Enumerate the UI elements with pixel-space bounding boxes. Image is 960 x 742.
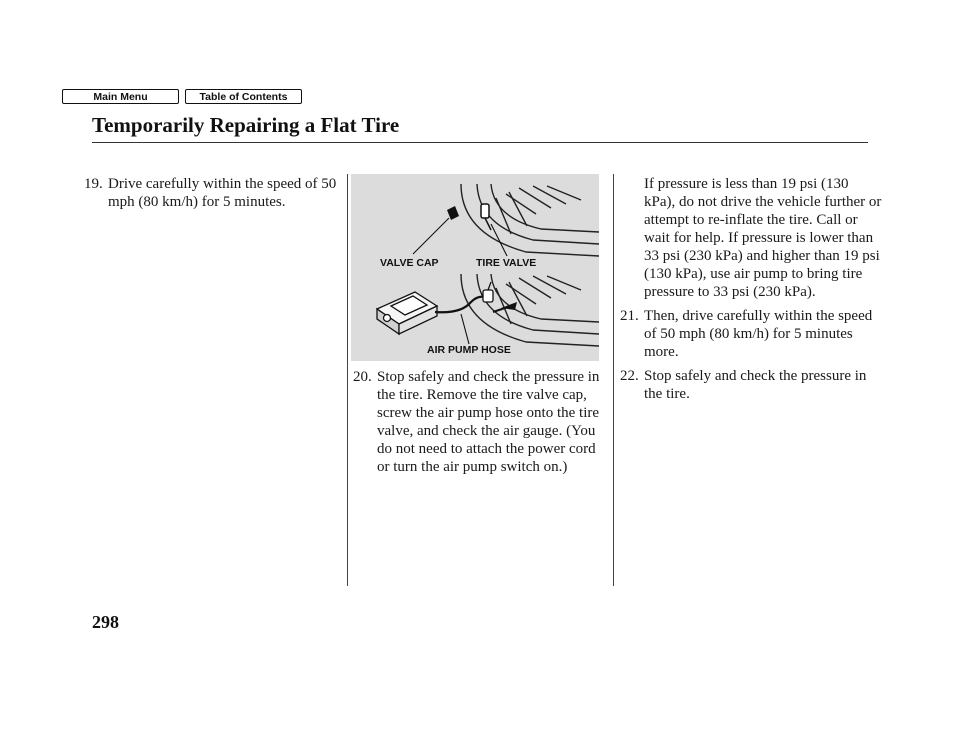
step-22: [620, 367, 882, 403]
air-pump-hose-label: AIR PUMP HOSE: [427, 344, 511, 356]
step-number: 20.: [353, 369, 372, 385]
tire-valve-illustration: [351, 174, 599, 361]
column-middle: [353, 368, 611, 482]
step-21: [620, 307, 882, 361]
column-left: [84, 175, 344, 217]
step-text: Stop safely and check the pressure in the tire.: [644, 368, 867, 402]
step-number: 21.: [620, 308, 639, 324]
table-of-contents-button[interactable]: Table of Contents: [185, 89, 302, 104]
step-number: 22.: [620, 368, 639, 384]
column-divider-left: [347, 174, 348, 586]
lower-tire: [461, 274, 599, 346]
step-text: Drive carefully within the speed of 50 mph (80 km/h) for 5 minutes.: [108, 176, 337, 210]
tire-valve-upper: [481, 204, 491, 230]
step-text: Then, drive carefully within the speed of 50 mph (80 km/h) for 5 minutes more.: [644, 308, 873, 360]
page-title: Temporarily Repairing a Flat Tire: [92, 113, 400, 137]
title-divider: [92, 142, 868, 143]
valve-cap-label: VALVE CAP: [380, 257, 439, 269]
upper-tire: [461, 184, 599, 256]
step-19: [84, 175, 344, 211]
column-divider-right: [613, 174, 614, 586]
step-text: Stop safely and check the pressure in the tire. Remove the tire valve cap, screw the air pump hose onto the tire valve, and check the air gauge. (You do not need to attach the power cord or turn the air pump switch on.): [377, 369, 600, 475]
main-menu-button[interactable]: Main Menu: [62, 89, 179, 104]
column-right: [620, 175, 882, 409]
page-number: 298: [92, 612, 119, 632]
hose-connector: [483, 282, 493, 302]
air-pump-hose: [435, 297, 489, 313]
step-number: 19.: [84, 176, 103, 192]
step-20: [353, 368, 611, 476]
tire-valve-label: TIRE VALVE: [476, 257, 537, 269]
air-pump: [377, 292, 437, 334]
step-20-continuation: If pressure is less than 19 psi (130 kPa), do not drive the vehicle further or attempt to re-inflate the tire. Call or wait for help. If pressure is lower than 33 psi (230 kPa) and higher than 19 psi (130 kPa), use air pump to bring tire pressure to 33 psi (230 kPa).: [644, 176, 882, 300]
